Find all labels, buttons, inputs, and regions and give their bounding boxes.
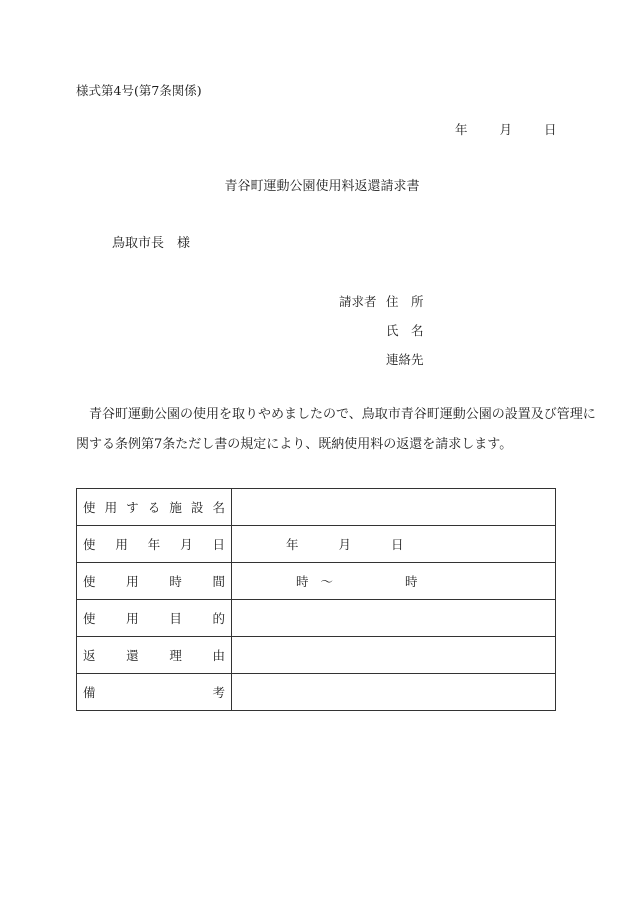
date-month-label: 月 [499, 122, 512, 137]
details-table [76, 488, 556, 711]
time-range-tilde: 〜 [320, 574, 334, 589]
row-label-char: 用 [126, 611, 139, 626]
usage-year-label: 年 [286, 537, 299, 552]
row-label-char: 年 [147, 537, 161, 552]
usage-date-value [286, 535, 404, 553]
date-day-label: 日 [543, 122, 557, 137]
row-label [83, 572, 225, 590]
row-label-cell [77, 637, 232, 674]
row-label-char: 備 [83, 685, 96, 700]
row-label-char: 使 [83, 500, 96, 515]
row-label-char: 日 [212, 537, 225, 552]
row-label-char: す [126, 500, 139, 515]
row-label-char: 月 [180, 537, 193, 552]
usage-month-label: 月 [338, 537, 352, 552]
row-value-cell[interactable] [232, 489, 556, 526]
form-number: 様式第4号(第7条関係) [76, 83, 202, 98]
row-label-char: 時 [169, 574, 182, 589]
addressee: 鳥取市長 様 [112, 236, 191, 251]
body-line-2: 関する条例第7条ただし書の規定により、既納使用料の返還を請求します。 [76, 437, 513, 452]
row-label [83, 646, 225, 664]
document-title: 青谷町運動公園使用料返還請求書 [224, 179, 420, 194]
row-label [83, 609, 225, 627]
usage-day-label: 日 [391, 537, 404, 552]
row-label-char: 考 [212, 685, 225, 700]
usage-time-value [296, 572, 418, 590]
row-label-char: 設 [190, 500, 204, 515]
row-label-char: 的 [212, 611, 225, 626]
row-label-char: 由 [212, 648, 225, 663]
row-label-char: 用 [115, 537, 128, 552]
row-label-char: 間 [212, 574, 225, 589]
date-line [455, 124, 556, 137]
usage-start-hour-label: 時 [296, 574, 309, 589]
row-value-cell[interactable] [232, 563, 556, 600]
row-value-cell[interactable] [232, 674, 556, 711]
row-value-cell[interactable] [232, 637, 556, 674]
row-label-char: 施 [169, 500, 182, 515]
row-label-char: 名 [212, 500, 225, 515]
row-label-cell [77, 563, 232, 600]
row-label-char: 返 [83, 648, 96, 663]
row-label-char: 目 [169, 611, 182, 626]
row-label-char: る [147, 500, 161, 515]
row-label-char: 使 [83, 574, 96, 589]
row-label-cell [77, 674, 232, 711]
request-body-text [76, 400, 596, 460]
row-value-cell[interactable] [232, 526, 556, 563]
facility-name-row [77, 489, 556, 526]
row-label-char: 使 [83, 611, 96, 626]
usage-time-row [77, 563, 556, 600]
row-label-cell [77, 600, 232, 637]
remarks-row [77, 674, 556, 711]
applicant-name-label: 氏 名 [386, 323, 424, 338]
applicant-contact-label: 連絡先 [386, 352, 424, 367]
usage-date-row [77, 526, 556, 563]
row-label-cell [77, 489, 232, 526]
row-label-char: 使 [83, 537, 96, 552]
usage-end-hour-label: 時 [405, 574, 418, 589]
applicant-address-label: 住 所 [386, 294, 424, 309]
row-label-cell [77, 526, 232, 563]
row-label [83, 535, 225, 553]
row-label [83, 498, 225, 516]
refund-reason-row [77, 637, 556, 674]
row-label-char: 用 [126, 574, 139, 589]
date-year-label: 年 [455, 122, 468, 137]
applicant-label: 請求者 [339, 294, 377, 309]
row-label-char: 用 [104, 500, 118, 515]
row-label-char: 還 [126, 648, 139, 663]
row-label-char: 理 [169, 648, 182, 663]
row-label [83, 683, 225, 701]
usage-purpose-row [77, 600, 556, 637]
row-value-cell[interactable] [232, 600, 556, 637]
body-line-1: 青谷町運動公園の使用を取りやめましたので、鳥取市青谷町運動公園の設置及び管理に [89, 407, 596, 422]
